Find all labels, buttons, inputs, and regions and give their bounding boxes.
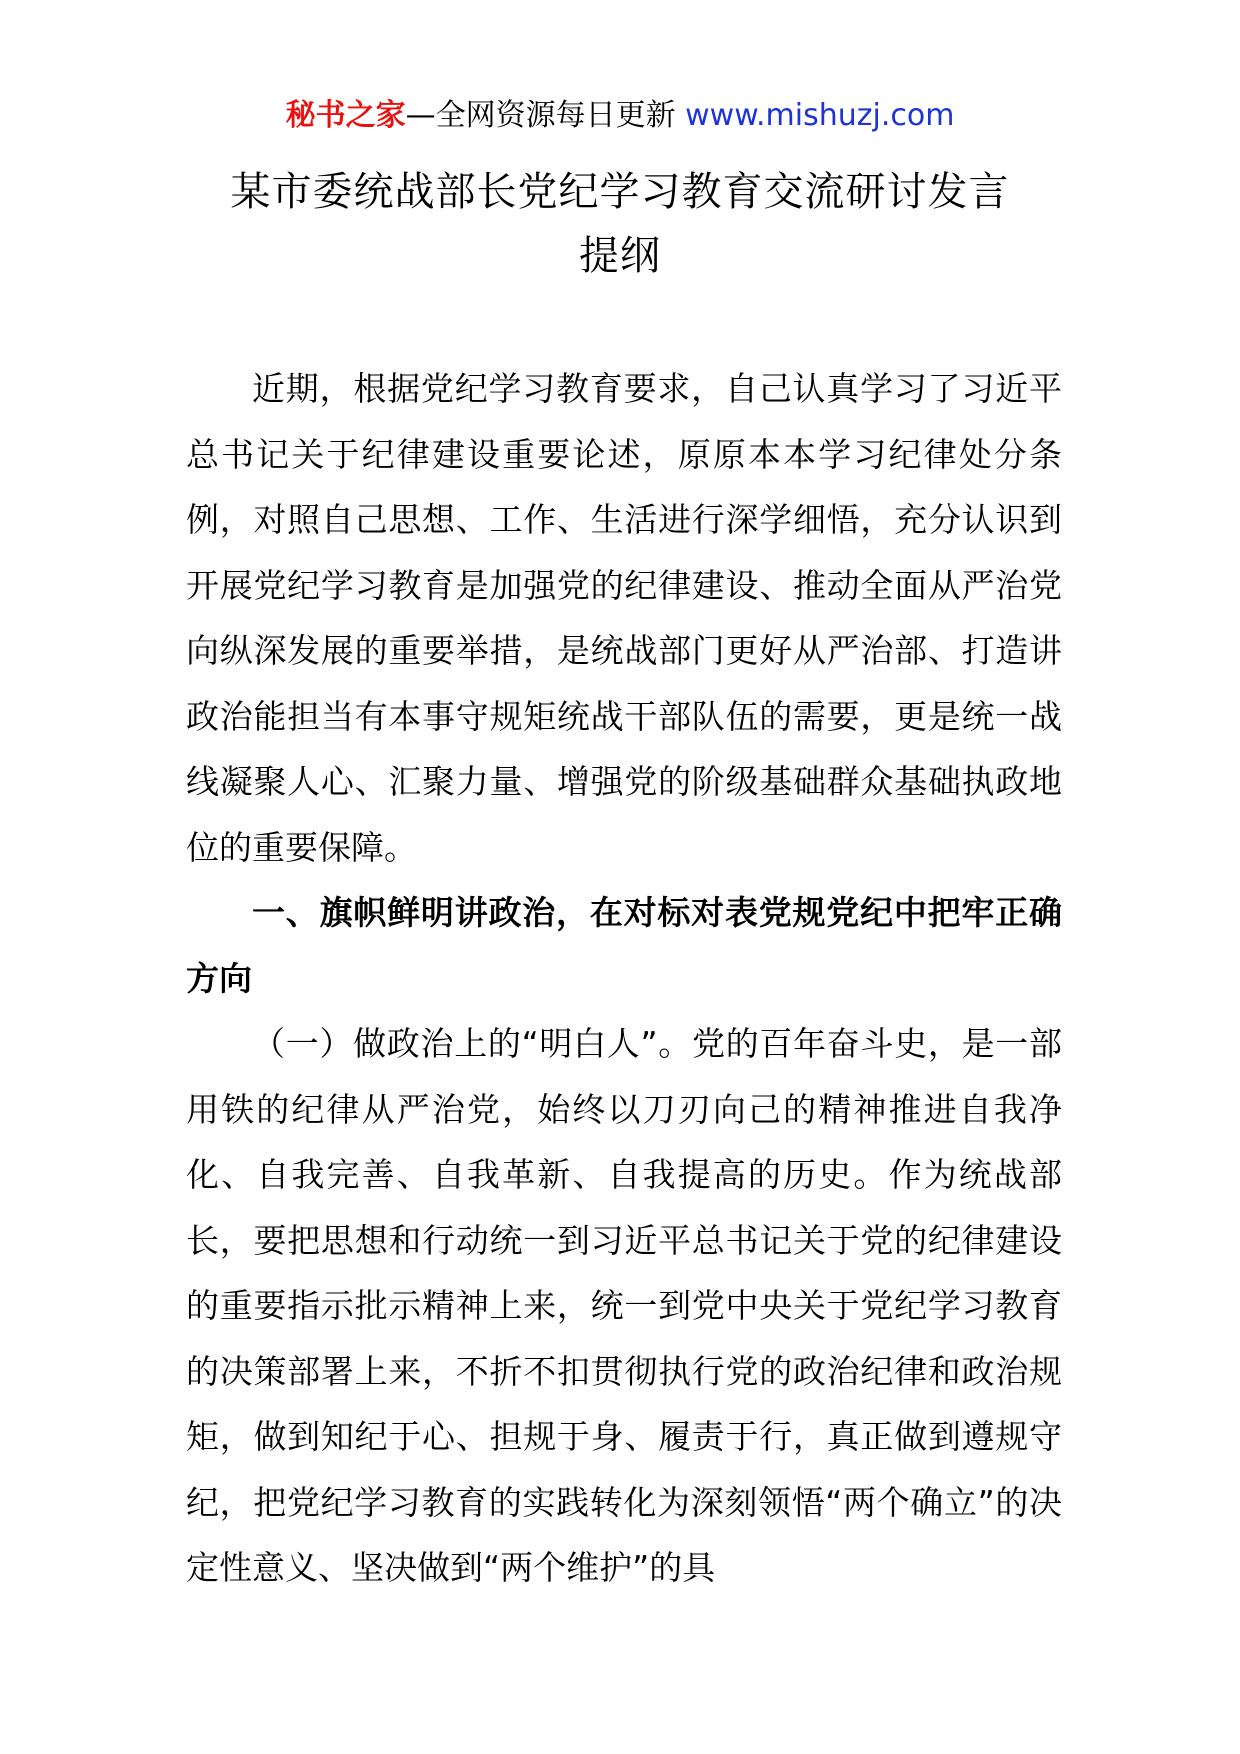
site-url-link[interactable]: www.mishuzj.com [685,98,955,133]
document-title-line-1: 某市委统战部长党纪学习教育交流研讨发言 [230,169,1010,215]
document-title [150,160,1090,288]
section-heading-1: 一、旗帜鲜明讲政治，在对标对表党规党纪中把牢正确方向 [186,893,1062,998]
body-paragraph-intro: 近期，根据党纪学习教育要求，自己认真学习了习近平总书记关于纪律建设重要论述，原原本本学习纪律处分条例，对照自己思想、工作、生活进行深学细悟，充分认识到开展党纪学习教育是加强党的纪律建设、推动全面从严治党向纵深发展的重要举措，是统战部门更好从严治部、打造讲政治能担当有本事守规矩统战干部队伍的需要，更是统一战线凝聚人心、汇聚力量、增强党的阶级基础群众基础执政地位的重要保障。 [186,369,1062,867]
site-header [0,96,1240,136]
document-body [186,356,1062,1601]
body-paragraph-1-1: （一）做政治上的“明白人”。党的百年奋斗史，是一部用铁的纪律从严治党，始终以刀刃向己的精神推进自我净化、自我完善、自我革新、自我提高的历史。作为统战部长，要把思想和行动统一到习近平总书记关于党的纪律建设的重要指示批示精神上来，统一到党中央关于党纪学习教育的决策部署上来，不折不扣贯彻执行党的政治纪律和政治规矩，做到知纪于心、担规于身、履责于行，真正做到遵规守纪，把党纪学习教育的实践转化为深刻领悟“两个确立”的决定性意义、坚决做到“两个维护”的具 [186,1024,1062,1587]
site-brand: 秘书之家 [285,98,406,133]
site-tagline: —全网资源每日更新 [405,98,686,133]
document-title-line-2: 提纲 [579,233,661,279]
